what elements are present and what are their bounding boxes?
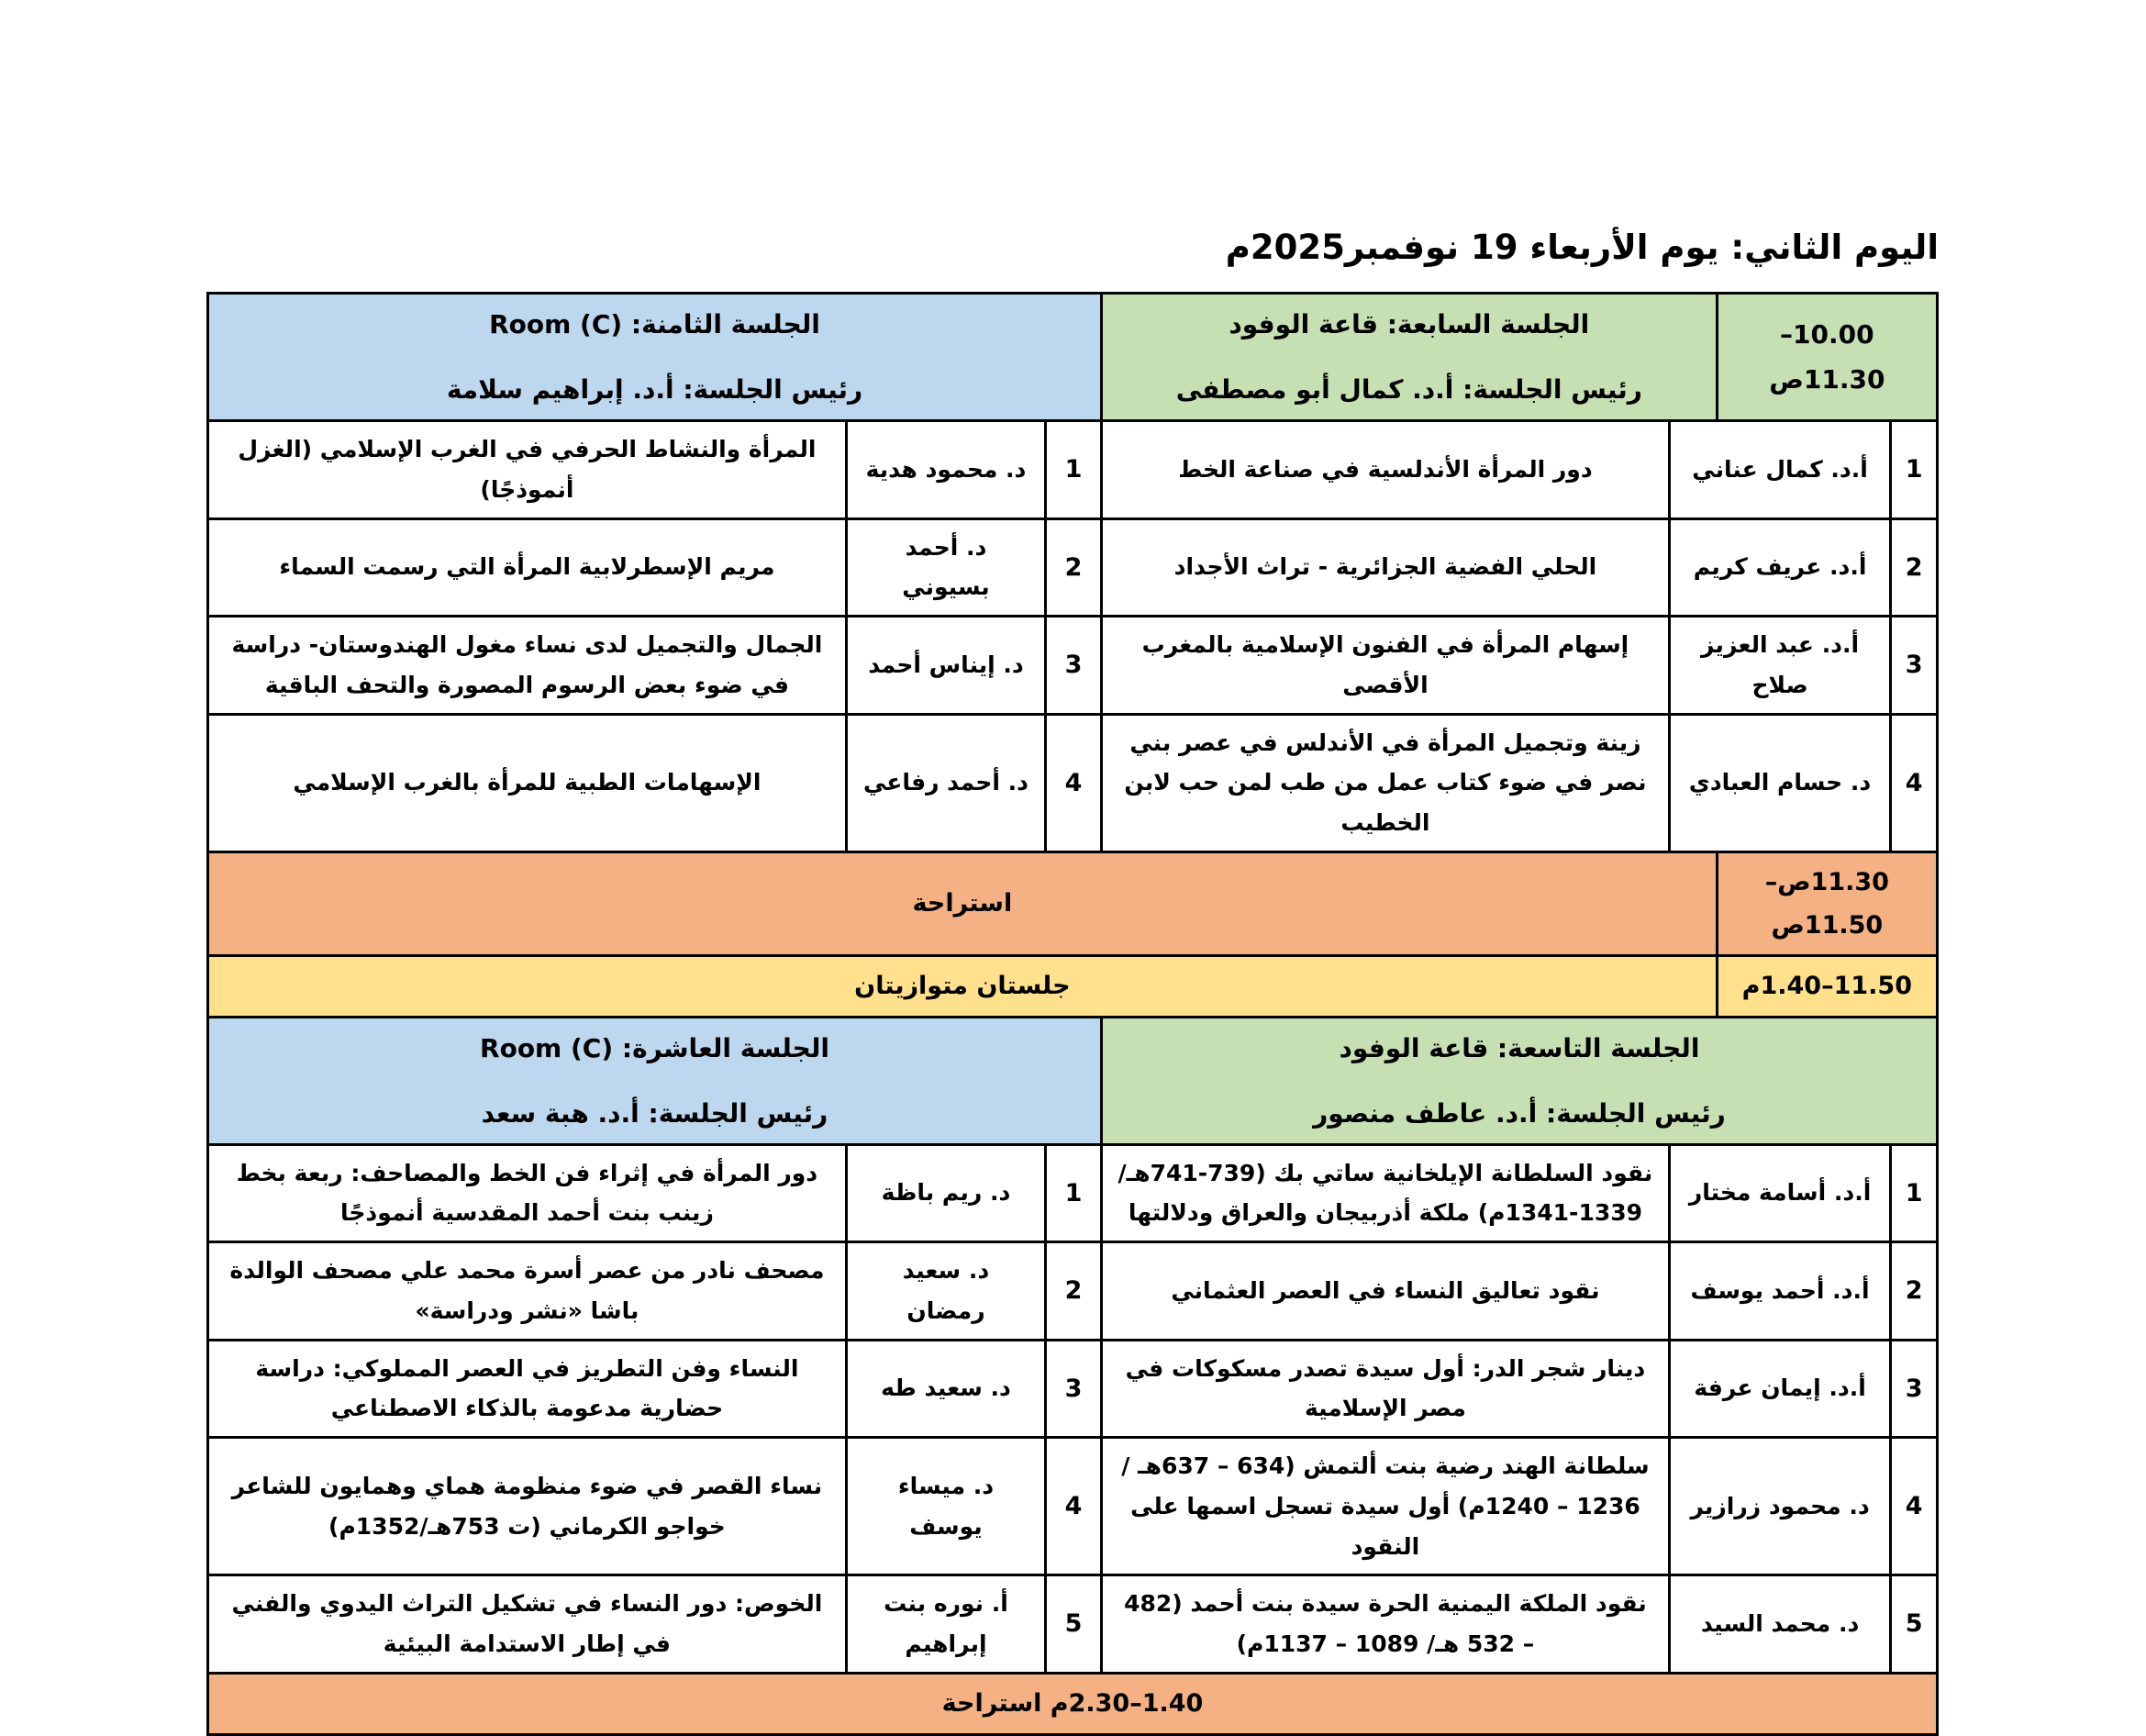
table-row	[209, 1439, 1936, 1576]
session-8-header-cell	[209, 295, 1100, 419]
paper-cell: دينار شجر الدر: أول سيدة تصدر مسكوكات في مصر الإسلامية	[1100, 1341, 1668, 1437]
paper-index: 2	[1905, 1276, 1923, 1306]
speaker-cell: د. أحمد بسيوني	[845, 520, 1044, 616]
index-cell	[1044, 1146, 1100, 1241]
paper-index: 1	[1064, 455, 1083, 484]
paper-index: 3	[1905, 1374, 1923, 1403]
paper-cell: نقود السلطانة الإيلخانية ساتي بك (739-741هـ/ 1339-1341م) ملكة أذربيجان والعراق ودلالتها	[1100, 1146, 1668, 1241]
paper-cell: إسهام المرأة في الفنون الإسلامية بالمغرب الأقصى	[1100, 618, 1668, 713]
table-row	[209, 520, 1936, 618]
paper-index: 5	[1064, 1609, 1083, 1639]
speaker-cell: د. حسام العبادي	[1668, 716, 1889, 851]
index-cell	[1044, 1341, 1100, 1437]
table-row	[209, 1341, 1936, 1440]
session-10-name: الجلسة العاشرة: Room (C)	[480, 1032, 829, 1063]
table-row	[209, 422, 1936, 520]
session-8-name: الجلسة الثامنة: Room (C)	[489, 309, 820, 339]
table-row	[209, 1576, 1936, 1675]
parallel-sessions-row	[209, 957, 1936, 1018]
break-label: استراحة	[912, 889, 1013, 918]
paper-cell: زينة وتجميل المرأة في الأندلس في عصر بني نصر في ضوء كتاب عمل من طب لمن حب لابن الخطيب	[1100, 716, 1668, 851]
table-row	[209, 716, 1936, 853]
paper-index: 1	[1905, 1178, 1923, 1207]
paper-index: 3	[1064, 1374, 1083, 1403]
break-time-cell	[1716, 853, 1936, 955]
session-7-chair: رئيس الجلسة: أ.د. كمال أبو مصطفى	[1175, 374, 1642, 405]
index-cell	[1044, 422, 1100, 517]
session-10-chair: رئيس الجلسة: أ.د. هبة سعد	[481, 1097, 828, 1129]
speaker-cell: د. محمد السيد	[1668, 1576, 1889, 1672]
paper-index: 1	[1905, 455, 1923, 484]
index-cell	[1044, 618, 1100, 713]
paper-cell: النساء وفن التطريز في العصر المملوكي: دراسة حضارية مدعومة بالذكاء الاصطناعي	[255, 1354, 799, 1422]
index-cell	[1044, 716, 1100, 851]
speaker-cell: د. ميساء يوسف	[845, 1439, 1044, 1574]
paper-index: 3	[1064, 651, 1083, 680]
index-cell	[1044, 1243, 1100, 1339]
paper-index: 2	[1064, 1276, 1083, 1306]
session-7-time-cell	[1716, 295, 1936, 419]
table-row	[209, 618, 1936, 716]
final-break-row	[209, 1675, 1936, 1733]
session-8-chair: رئيس الجلسة: أ.د. إبراهيم سلامة	[446, 374, 863, 405]
break-row	[209, 853, 1936, 958]
paper-index: 4	[1064, 768, 1083, 797]
paper-cell: سلطانة الهند رضية بنت ألتمش (634 – 637هـ / 1236 – 1240م) أول سيدة تسجل اسمها على النقود	[1100, 1439, 1668, 1574]
session-7-time: 10.00–11.30ص	[1769, 319, 1885, 395]
session-9-name: الجلسة التاسعة: قاعة الوفود	[1339, 1032, 1700, 1063]
speaker-cell: أ.د. أسامة مختار	[1668, 1146, 1889, 1241]
paper-cell: الخوص: دور النساء في تشكيل التراث اليدوي والفني في إطار الاستدامة البيئية	[231, 1590, 823, 1657]
paper-cell: نقود تعاليق النساء في العصر العثماني	[1100, 1243, 1668, 1339]
paper-index: 2	[1905, 552, 1923, 582]
index-cell	[1044, 1439, 1100, 1574]
session-7-header-cell	[1100, 295, 1716, 419]
session-10-header-cell	[209, 1018, 1100, 1143]
parallel-label-cell	[209, 957, 1716, 1015]
paper-cell: مصحف نادر من عصر أسرة محمد علي مصحف الوالدة باشا «نشر ودراسة»	[229, 1257, 825, 1324]
speaker-cell: أ.د. أحمد يوسف	[1668, 1243, 1889, 1339]
paper-index: 2	[1064, 552, 1083, 582]
parallel-time-cell	[1716, 957, 1936, 1015]
speaker-cell: أ.د. عريف كريم	[1668, 520, 1889, 616]
index-cell	[1889, 422, 1936, 517]
index-cell	[1889, 1576, 1936, 1672]
paper-cell: نقود الملكة اليمنية الحرة سيدة بنت أحمد (482 – 532 هـ/ 1089 – 1137م)	[1100, 1576, 1668, 1672]
paper-cell: دور المرأة في إثراء فن الخط والمصاحف: ربعة بخط زينب بنت أحمد المقدسية أنموذجًا	[236, 1159, 818, 1227]
paper-index: 3	[1905, 651, 1923, 680]
index-cell	[1889, 520, 1936, 616]
paper-cell: الإسهامات الطبية للمرأة بالغرب الإسلامي	[293, 769, 762, 796]
session-7-name: الجلسة السابعة: قاعة الوفود	[1229, 309, 1590, 339]
paper-cell: الجمال والتجميل لدى نساء مغول الهندوستان- دراسة في ضوء بعض الرسوم المصورة والتحف الباقية	[231, 631, 823, 698]
index-cell	[1044, 520, 1100, 616]
index-cell	[1889, 716, 1936, 851]
paper-cell: دور المرأة الأندلسية في صناعة الخط	[1100, 422, 1668, 517]
session-7-8-header-row	[209, 295, 1936, 422]
speaker-cell: د. أحمد رفاعي	[845, 716, 1044, 851]
index-cell	[1889, 1146, 1936, 1241]
paper-index: 4	[1064, 1492, 1083, 1520]
speaker-cell: د. محمود زرازير	[1668, 1439, 1889, 1574]
page-title: اليوم الثاني: يوم الأربعاء 19 نوفمبر2025م	[1225, 228, 1939, 267]
speaker-cell: د. سعيد طه	[845, 1341, 1044, 1437]
index-cell	[1889, 1243, 1936, 1339]
parallel-label: جلستان متوازيتان	[854, 972, 1071, 1001]
speaker-cell: أ.د. إيمان عرفة	[1668, 1341, 1889, 1437]
parallel-time: 11.50–1.40م	[1741, 972, 1912, 1001]
session-9-chair: رئيس الجلسة: أ.د. عاطف منصور	[1313, 1097, 1726, 1129]
speaker-cell: أ.د. كمال عناني	[1668, 422, 1889, 517]
schedule-table	[206, 292, 1939, 1736]
speaker-cell: أ. نوره بنت إبراهيم	[845, 1576, 1044, 1672]
final-break-label-cell	[209, 1675, 1936, 1733]
speaker-cell: د. محمود هدية	[845, 422, 1044, 517]
speaker-cell: د. سعيد رمضان	[845, 1243, 1044, 1339]
session-9-10-header-row	[209, 1018, 1936, 1146]
paper-index: 4	[1905, 1492, 1923, 1520]
paper-cell: المرأة والنشاط الحرفي في الغرب الإسلامي (الغزل أنموذجًا)	[238, 436, 817, 503]
paper-index: 1	[1064, 1178, 1083, 1207]
break-label-cell	[209, 853, 1716, 955]
paper-index: 5	[1905, 1609, 1923, 1639]
index-cell	[1889, 1341, 1936, 1437]
paper-cell: الحلي الفضية الجزائرية - تراث الأجداد	[1100, 520, 1668, 616]
paper-cell: مريم الإسطرلابية المرأة التي رسمت السماء	[279, 553, 775, 581]
speaker-cell: د. إيناس أحمد	[845, 618, 1044, 713]
table-row	[209, 1146, 1936, 1244]
final-break-label: 1.40–2.30م استراحة	[941, 1689, 1204, 1719]
index-cell	[1889, 618, 1936, 713]
paper-cell: نساء القصر في ضوء منظومة هماي وهمايون للشاعر خواجو الكرماني (ت 753هـ/1352م)	[231, 1472, 823, 1540]
index-cell	[1889, 1439, 1936, 1574]
speaker-cell: د. ريم باظة	[845, 1146, 1044, 1241]
table-row	[209, 1243, 1936, 1341]
break-time: 11.30ص–11.50ص	[1764, 867, 1889, 940]
paper-index: 4	[1905, 768, 1923, 797]
session-9-header-cell	[1100, 1018, 1936, 1143]
speaker-cell: أ.د. عبد العزيز صلاح	[1668, 618, 1889, 713]
index-cell	[1044, 1576, 1100, 1672]
